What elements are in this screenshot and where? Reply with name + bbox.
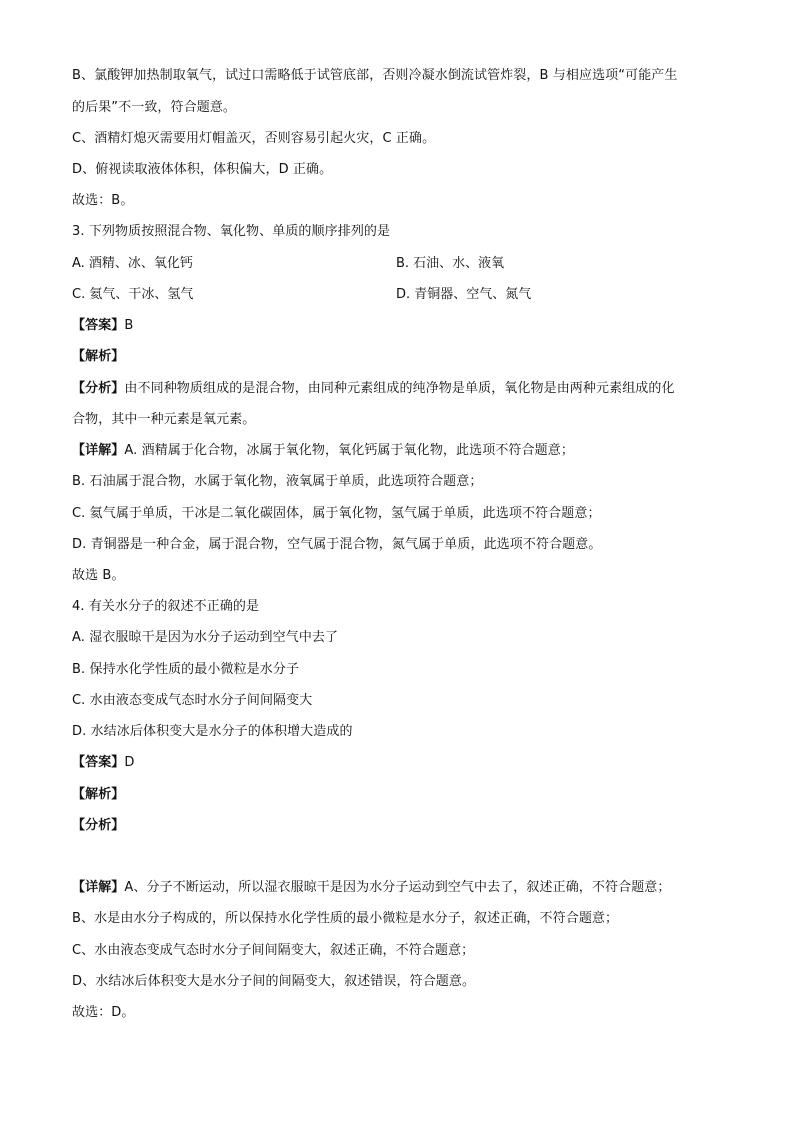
xiangjie-tag: 【详解】 [72, 443, 125, 458]
question-4-xiangjie-line1 [72, 879, 722, 897]
q2-explanation-b-line1: B、氯酸钾加热制取氧气，试过口需略低于试管底部，否则冷凝水倒流试管炸裂，B 与相应选项“可能产生 [72, 68, 678, 83]
q2-explanation-c: C、酒精灯熄灭需要用灯帽盖灭，否则容易引起火灾，C 正确。 [72, 131, 436, 146]
question-4-option-b: B. 保持水化学性质的最小微粒是水分子 [72, 662, 300, 677]
question-3-option-c: C. 氦气、干冰、氢气 [72, 287, 194, 302]
question-4-final-choice: 故选：D。 [72, 1005, 135, 1020]
answer-value: B [124, 318, 134, 333]
question-3-xiangjie-line4: D. 青铜器是一种合金，属于混合物，空气属于混合物，氮气属于单质，此选项不符合题意。 [72, 537, 602, 552]
question-3-stem: 3. 下列物质按照混合物、氧化物、单质的顺序排列的是 [72, 224, 391, 239]
question-4-fenxi-heading [72, 817, 722, 835]
question-3-option-d: D. 青铜器、空气、氮气 [396, 287, 532, 302]
question-3-option-b: B. 石油、水、液氧 [396, 256, 505, 271]
q2-explanation-b-line2: 的后果”不一致，符合题意。 [72, 100, 237, 115]
question-3-analysis-heading [72, 348, 722, 366]
xiangjie-tag: 【详解】 [72, 880, 125, 895]
fenxi-text: 由不同种物质组成的是混合物，由同种元素组成的纯净物是单质，氧化物是由两种元素组成的化 [124, 381, 675, 396]
question-4-option-c: C. 水由液态变成气态时水分子间间隔变大 [72, 693, 313, 708]
question-4-answer [72, 754, 722, 772]
question-4-xiangjie-line4: D、水结冰后体积变大是水分子间的间隔变大，叙述错误，符合题意。 [72, 974, 476, 989]
question-4-stem: 4. 有关水分子的叙述不正确的是 [72, 599, 260, 614]
answer-tag: 【答案】 [72, 755, 125, 770]
answer-tag: 【答案】 [72, 318, 125, 333]
question-3-final-choice: 故选 B。 [72, 568, 125, 583]
question-3-xiangjie-line2: B. 石油属于混合物，水属于氧化物，液氧属于单质，此选项符合题意； [72, 474, 483, 489]
q2-explanation-d: D、俯视读取液体体积，体积偏大，D 正确。 [72, 162, 333, 177]
analysis-tag: 【解析】 [72, 787, 125, 802]
xiangjie-text: A、分子不断运动，所以湿衣服晾干是因为水分子运动到空气中去了，叙述正确，不符合题意； [124, 880, 671, 895]
question-4-option-a: A. 湿衣服晾干是因为水分子运动到空气中去了 [72, 630, 339, 645]
fenxi-tag: 【分析】 [72, 818, 125, 833]
question-3-fenxi-line2: 合物，其中一种元素是氧元素。 [72, 412, 256, 427]
question-3-xiangjie-line1 [72, 442, 722, 460]
analysis-tag: 【解析】 [72, 349, 125, 364]
answer-value: D [124, 755, 135, 770]
question-3-xiangjie-line3: C. 氦气属于单质，干冰是二氧化碳固体，属于氧化物，氢气属于单质，此选项不符合题意； [72, 506, 601, 521]
question-3-option-a: A. 酒精、冰、氧化钙 [72, 256, 193, 271]
question-3-answer [72, 317, 722, 335]
question-3-fenxi-line1 [72, 380, 722, 398]
question-4-option-d: D. 水结冰后体积变大是水分子的体积增大造成的 [72, 724, 353, 739]
q2-final-choice: 故选：B。 [72, 193, 134, 208]
question-4-xiangjie-line3: C、水由液态变成气态时水分子间间隔变大，叙述正确，不符合题意； [72, 943, 475, 958]
question-4-xiangjie-line2: B、水是由水分子构成的，所以保持水化学性质的最小微粒是水分子，叙述正确，不符合题意； [72, 911, 619, 926]
fenxi-tag: 【分析】 [72, 381, 125, 396]
xiangjie-text: A. 酒精属于化合物，冰属于氧化物，氧化钙属于氧化物，此选项不符合题意； [124, 443, 574, 458]
question-4-analysis-heading [72, 786, 722, 804]
